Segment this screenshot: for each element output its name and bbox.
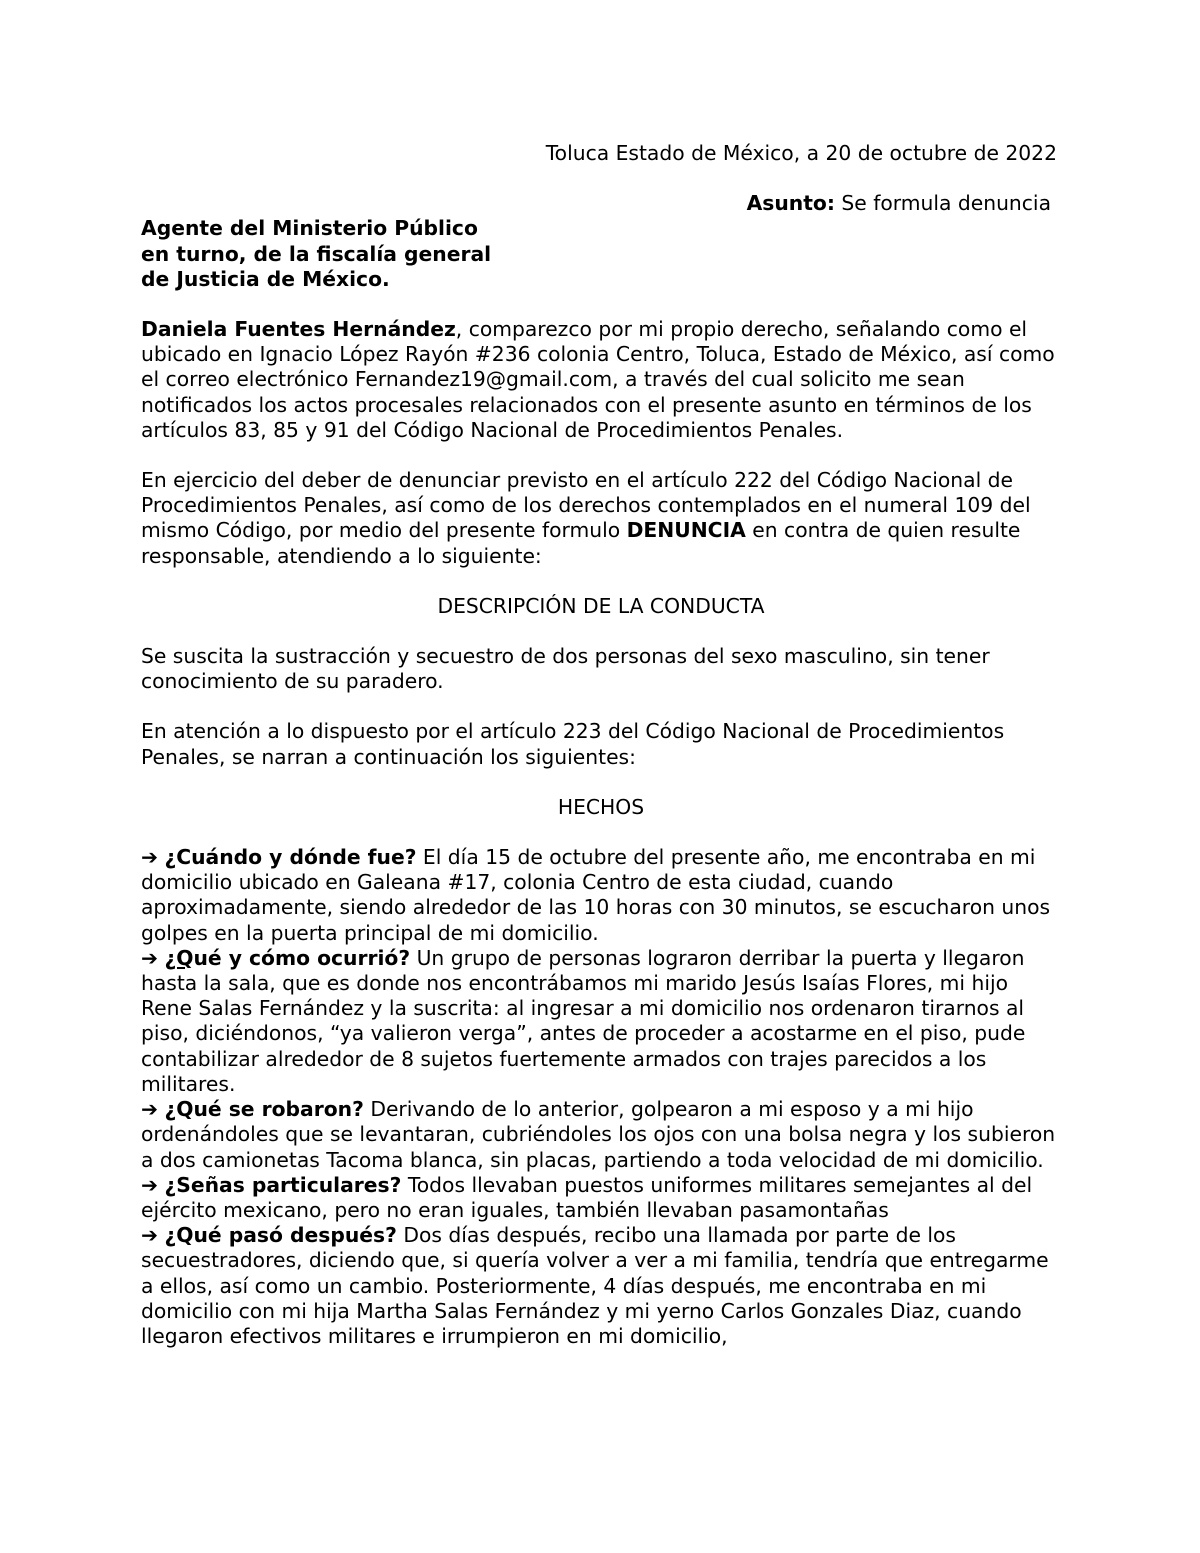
fact-text: Un grupo de personas lograron derribar la puerta y llegaron hasta la sala, que es donde nos encontrábamos mi marido Jesús Isaías Flores, mi hijo Rene Salas Fernández y la suscrita: al ingresar a mi domicilio nos ordenaron tirarnos al piso, diciéndonos, “ya valieron verga”, antes de proceder a acostarme en el piso, pude contabilizar alrededor de 8 sujetos fuertemente armados con trajes parecidos a los militares. — [141, 945, 1026, 1096]
arrow-icon: ➔ — [141, 945, 158, 970]
addressee-line: Agente del Ministerio Público — [141, 216, 478, 241]
arrow-icon: ➔ — [141, 1172, 158, 1197]
place-date: Toluca Estado de México, a 20 de octubre de 2022 — [545, 141, 1057, 165]
subject-text: Se formula denuncia — [834, 191, 1051, 216]
fact-question: ¿Cuándo y dónde fue? — [164, 845, 417, 870]
hechos-list — [141, 845, 1061, 1349]
denuncia-text-after: en contra de quien resulte responsable, atendiendo a lo siguiente: — [141, 518, 1021, 568]
list-item — [141, 946, 1061, 1097]
arrow-icon: ➔ — [141, 1223, 158, 1248]
denuncia-paragraph — [141, 468, 1061, 569]
fact-text: El día 15 de octubre del presente año, me encontraba en mi domicilio ubicado en Galeana #17, colonia Centro de esta ciudad, cuando aproximadamente, siendo alrededor de las 10 horas con 30 minutos, se escucharon unos golpes en la puerta principal de mi domicilio. — [141, 845, 1051, 945]
conducta-paragraph: Se suscita la sustracción y secuestro de dos personas del sexo masculino, sin tener conocimiento de su paradero. — [141, 644, 990, 694]
fact-question: ¿Qué pasó después? — [164, 1223, 397, 1248]
fact-text: Dos días después, recibo una llamada por parte de los secuestradores, diciendo que, si quería volver a ver a mi familia, tendría que entregarme a ellos, así como un cambio. Posteriormente, 4 días después, me encontraba en mi domicilio con mi hija Martha Salas Fernández y mi yerno Carlos Gonzales Diaz, cuando llegaron efectivos militares e irrumpieron en mi domicilio, — [141, 1223, 1049, 1348]
fact-question: ¿Qué se robaron? — [164, 1097, 364, 1122]
list-item — [141, 1173, 1061, 1223]
fact-question: ué y cómo ocurrió? — [193, 945, 411, 970]
fact-question-underlined: ¿Q — [164, 945, 194, 970]
hechos-heading: HECHOS — [557, 794, 645, 819]
addressee-line: en turno, de la fiscalía general — [141, 241, 492, 266]
addressee-line: de Justicia de México. — [141, 266, 390, 291]
conducta-heading: DESCRIPCIÓN DE LA CONDUCTA — [437, 593, 765, 618]
document-page — [141, 141, 1061, 1349]
complainant-name: Daniela Fuentes Hernández — [141, 317, 456, 342]
arrow-icon: ➔ — [141, 845, 158, 870]
subject-line — [141, 191, 1061, 216]
intro-text: , comparezco por mi propio derecho, señalando como el ubicado en Ignacio López Rayón #236 colonia Centro, Toluca, Estado de México, así como el correo electrónico Fernandez19@gmail.com, a través del cual solicito me sean notificados los actos procesales relacionados con el presente asunto en términos de los artículos 83, 85 y 91 del Código Nacional de Procedimientos Penales. — [141, 317, 1055, 442]
list-item — [141, 1097, 1061, 1173]
intro-paragraph — [141, 317, 1061, 443]
fact-text: Todos llevaban puestos uniformes militares semejantes al del ejército mexicano, pero no eran iguales, también llevaban pasamontañas — [141, 1172, 1033, 1222]
fact-text: Derivando de lo anterior, golpearon a mi esposo y a mi hijo ordenándoles que se levantaran, cubriéndoles los ojos con una bolsa negra y los subieron a dos camionetas Tacoma blanca, sin placas, partiendo a toda velocidad de mi domicilio. — [141, 1097, 1056, 1172]
list-item — [141, 845, 1061, 946]
arrow-icon: ➔ — [141, 1097, 158, 1122]
fact-question: ¿Señas particulares? — [164, 1172, 402, 1197]
addressee-block — [141, 216, 1061, 292]
list-item — [141, 1223, 1061, 1349]
denuncia-keyword: DENUNCIA — [626, 518, 746, 543]
denuncia-text-before: En ejercicio del deber de denunciar previsto en el artículo 222 del Código Nacional de Procedimientos Penales, así como de los derechos contemplados en el numeral 109 del mismo Código, por medio del presente formulo — [141, 468, 1031, 543]
atencion-paragraph: En atención a lo dispuesto por el artículo 223 del Código Nacional de Procedimientos Penales, se narran a continuación los siguientes: — [141, 719, 1005, 769]
subject-label: Asunto: — [746, 191, 835, 216]
